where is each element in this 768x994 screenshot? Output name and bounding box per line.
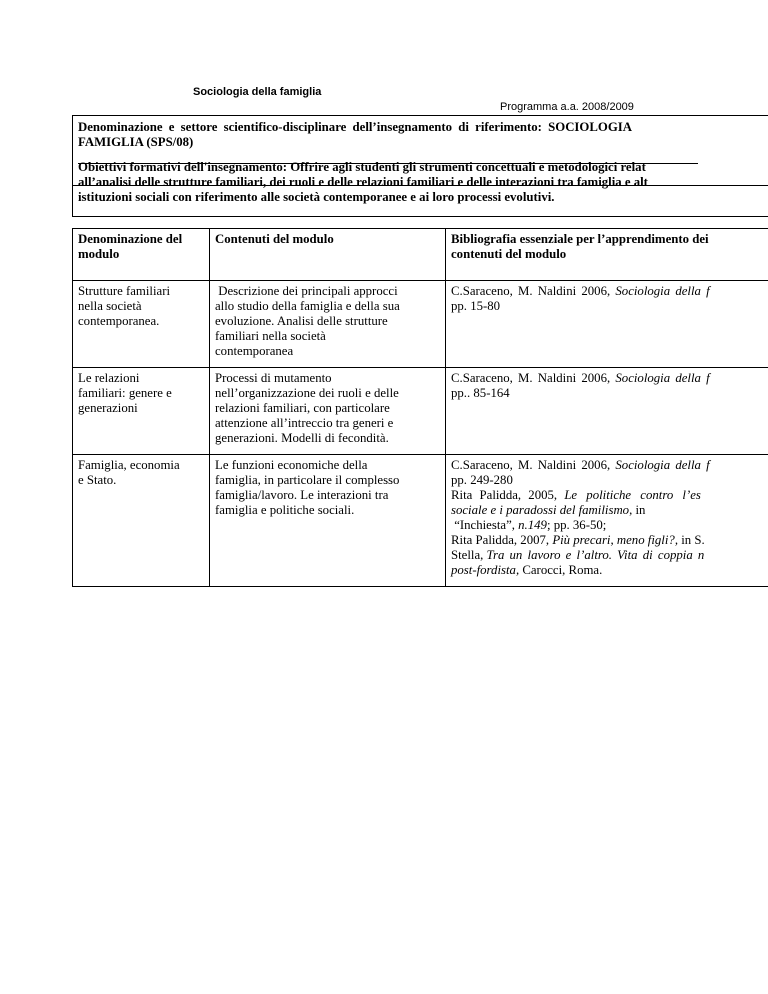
header-module-l2: modulo — [78, 247, 120, 261]
module-line: Le relazioni — [78, 371, 140, 385]
module-line: generazioni — [78, 401, 138, 415]
module-line: Famiglia, economia — [78, 458, 180, 472]
header-module-l1: Denominazione del — [78, 232, 183, 246]
bib-text: Stella, — [451, 548, 487, 562]
table-row — [73, 455, 768, 587]
bib-text: , in — [629, 503, 646, 517]
bibliography-cell — [446, 281, 768, 368]
bib-title: Sociologia della f — [615, 284, 710, 298]
contents-line: Processi di mutamento — [215, 371, 332, 385]
bibliography-cell — [446, 455, 768, 587]
header-bib-l2: contenuti del modulo — [451, 247, 567, 261]
bib-text: C.Saraceno, M. Naldini 2006, — [451, 284, 616, 298]
bib-title: Le politiche contro l’es — [564, 488, 701, 502]
header-bib-l1: Bibliografia essenziale per l’apprendimento dei — [451, 232, 709, 246]
table-header-row — [73, 229, 768, 281]
bib-title: Tra un lavoro e l’altro. Vita di coppia n — [486, 548, 705, 562]
bib-text: ; pp. 36-50; — [546, 518, 607, 532]
bib-text: Rita Palidda, 2005, — [451, 488, 565, 502]
header-bibliography — [446, 229, 768, 281]
module-line: contemporanea. — [78, 314, 160, 328]
contents-line: famiglia/lavoro. Le interazioni tra — [215, 488, 389, 502]
module-line: Strutture familiari — [78, 284, 171, 298]
bib-line — [451, 503, 768, 518]
bib-title: Sociologia della f — [615, 371, 710, 385]
contents-line: nell’organizzazione dei ruoli e delle — [215, 386, 399, 400]
module-line: familiari: genere e — [78, 386, 172, 400]
bib-line — [451, 518, 768, 533]
contents-cell — [210, 368, 446, 455]
bib-text: C.Saraceno, M. Naldini 2006, — [451, 371, 616, 385]
header-module — [73, 229, 210, 281]
contents-line: famiglia, in particolare il complesso — [215, 473, 400, 487]
contents-cell — [210, 281, 446, 368]
bib-title: Sociologia della f — [615, 458, 710, 472]
modules-table — [72, 228, 768, 587]
bib-title: n.149 — [518, 518, 547, 532]
objectives-line-2: all’analisi delle strutture familiari, dei ruoli e delle relazioni familiari e delle interazioni tra famiglia e alt — [78, 175, 648, 189]
objectives-line-3: istituzioni sociali con riferimento alle società contemporanee e ai loro processi evolutivi. — [78, 190, 555, 204]
module-cell — [73, 281, 210, 368]
contents-line: generazioni. Modelli di fecondità. — [215, 431, 389, 445]
course-title: Sociologia della famiglia — [193, 86, 322, 98]
objectives-line-1: Obiettivi formativi dell'insegnamento: Offrire agli studenti gli strumenti concettuali e metodologici relat — [78, 160, 646, 174]
bib-title: sociale e i paradossi del familismo — [451, 503, 630, 517]
table-row — [73, 368, 768, 455]
bib-title: post-fordista, — [451, 563, 520, 577]
objectives-text — [78, 160, 648, 205]
bibliography-cell — [446, 368, 768, 455]
contents-line: familiari nella società — [215, 329, 326, 343]
bib-line — [451, 563, 768, 578]
contents-line: Le funzioni economiche della — [215, 458, 368, 472]
bib-line: pp. 15-80 — [451, 299, 501, 313]
bib-line — [451, 371, 768, 386]
contents-line: relazioni familiari, con particolare — [215, 401, 390, 415]
contents-line: allo studio della famiglia e della sua — [215, 299, 400, 313]
module-cell — [73, 368, 210, 455]
bib-title: Più precari, meno figli?, — [552, 533, 679, 547]
denomination-line-1: Denominazione e settore scientifico-disciplinare dell’insegnamento di riferimento: SOCIOLOGIA — [78, 120, 633, 134]
contents-line: attenzione all’intreccio tra generi e — [215, 416, 394, 430]
header-contents-l1: Contenuti del modulo — [215, 232, 334, 246]
bib-line: pp.. 85-164 — [451, 386, 510, 400]
bib-text: Rita Palidda, 2007, — [451, 533, 553, 547]
bib-line: pp. 249-280 — [451, 473, 513, 487]
contents-line: famiglia e politiche sociali. — [215, 503, 355, 517]
contents-line: evoluzione. Analisi delle strutture — [215, 314, 388, 328]
bib-text: C.Saraceno, M. Naldini 2006, — [451, 458, 616, 472]
module-cell — [73, 455, 210, 587]
module-line: nella società — [78, 299, 142, 313]
contents-line: contemporanea — [215, 344, 294, 358]
denomination-line-2: FAMIGLIA (SPS/08) — [78, 135, 194, 149]
bib-line — [451, 284, 768, 299]
table-row — [73, 281, 768, 368]
contents-cell — [210, 455, 446, 587]
bib-line — [451, 458, 768, 473]
header-contents — [210, 229, 446, 281]
bib-line — [451, 488, 768, 503]
bib-line — [451, 548, 768, 563]
bib-text: Carocci, Roma. — [519, 563, 603, 577]
bib-line — [451, 533, 768, 548]
denomination-text — [78, 120, 632, 150]
objectives-box — [72, 160, 768, 217]
bib-text: in S. — [678, 533, 705, 547]
program-year: Programma a.a. 2008/2009 — [500, 101, 634, 113]
contents-line: Descrizione dei principali approcci — [215, 284, 398, 298]
module-line: e Stato. — [78, 473, 117, 487]
bib-text: “Inchiesta”, — [451, 518, 519, 532]
